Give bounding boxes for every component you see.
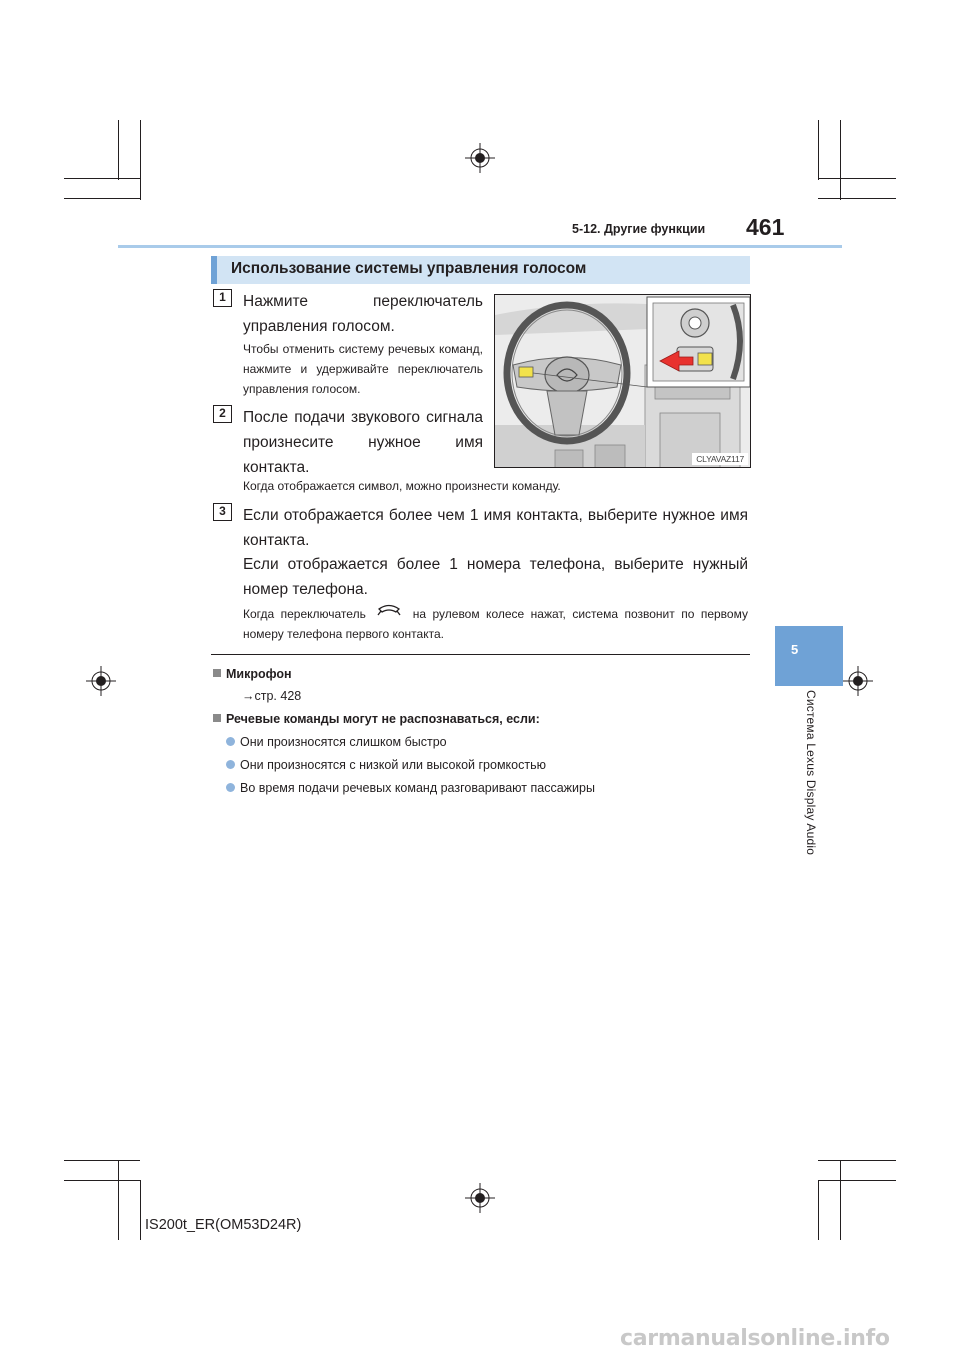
note-heading-microphone: Микрофон [213,667,292,681]
registration-mark-bottom [465,1183,495,1213]
registration-mark-right [843,666,873,696]
illustration-code: CLYAVAZ117 [692,453,748,465]
list-item: Во время подачи речевых команд разговаривают пассажиры [226,781,595,795]
microphone-page-ref: →стр. 428 [242,689,302,703]
step-number-3: 3 [213,503,232,521]
square-bullet-icon [213,714,221,722]
phone-icon [376,603,402,621]
note-heading-recognition: Речевые команды могут не распознаваться, если: [213,712,540,726]
section-title: Использование системы управления голосом [231,260,587,277]
header-rule [118,245,842,248]
registration-mark-left [86,666,116,696]
list-item: Они произносятся слишком быстро [226,735,447,749]
page-number: 461 [746,214,785,240]
list-item: Они произносятся с низкой или высокой громкостью [226,758,546,772]
step-2-text: После подачи звукового сигнала произнесите нужное имя контакта. [243,409,483,476]
watermark: carmanualsonline.info [620,1326,890,1351]
step-3-text-2: Если отображается более 1 номера телефона, выберите нужный номер телефона. [243,556,748,598]
section-title-bar [211,256,750,284]
section-divider [211,654,750,655]
step-number-1: 1 [213,289,232,307]
footer-code: IS200t_ER(OM53D24R) [145,1217,302,1233]
step-3-text: Если отображается более чем 1 имя контакта, выберите нужное имя контакта. [243,507,748,549]
step-number-2: 2 [213,405,232,423]
chapter-number: 5 [791,642,799,657]
step-2-note: Когда отображается символ, можно произнести команду. [243,479,561,493]
chapter-tab [775,626,843,686]
round-bullet-icon [226,760,235,769]
chapter-title: Система Lexus Display Audio [804,690,818,856]
step-3-note-before: Когда переключатель [243,607,366,621]
step-3-note [243,603,748,644]
round-bullet-icon [226,783,235,792]
step-1-text: Нажмите переключатель управления голосом. [243,293,483,335]
step-3-note-after: на рулевом колесе нажат, система позвонит по первому номеру телефона первого контакта. [243,607,748,641]
section-reference: 5-12. Другие функции [572,222,706,236]
steering-wheel-illustration [494,294,751,468]
steering-wheel-icon [495,295,751,468]
round-bullet-icon [226,737,235,746]
registration-mark-top [465,143,495,173]
step-1-note: Чтобы отменить систему речевых команд, нажмите и удерживайте переключатель управления голосом. [243,342,483,396]
square-bullet-icon [213,669,221,677]
